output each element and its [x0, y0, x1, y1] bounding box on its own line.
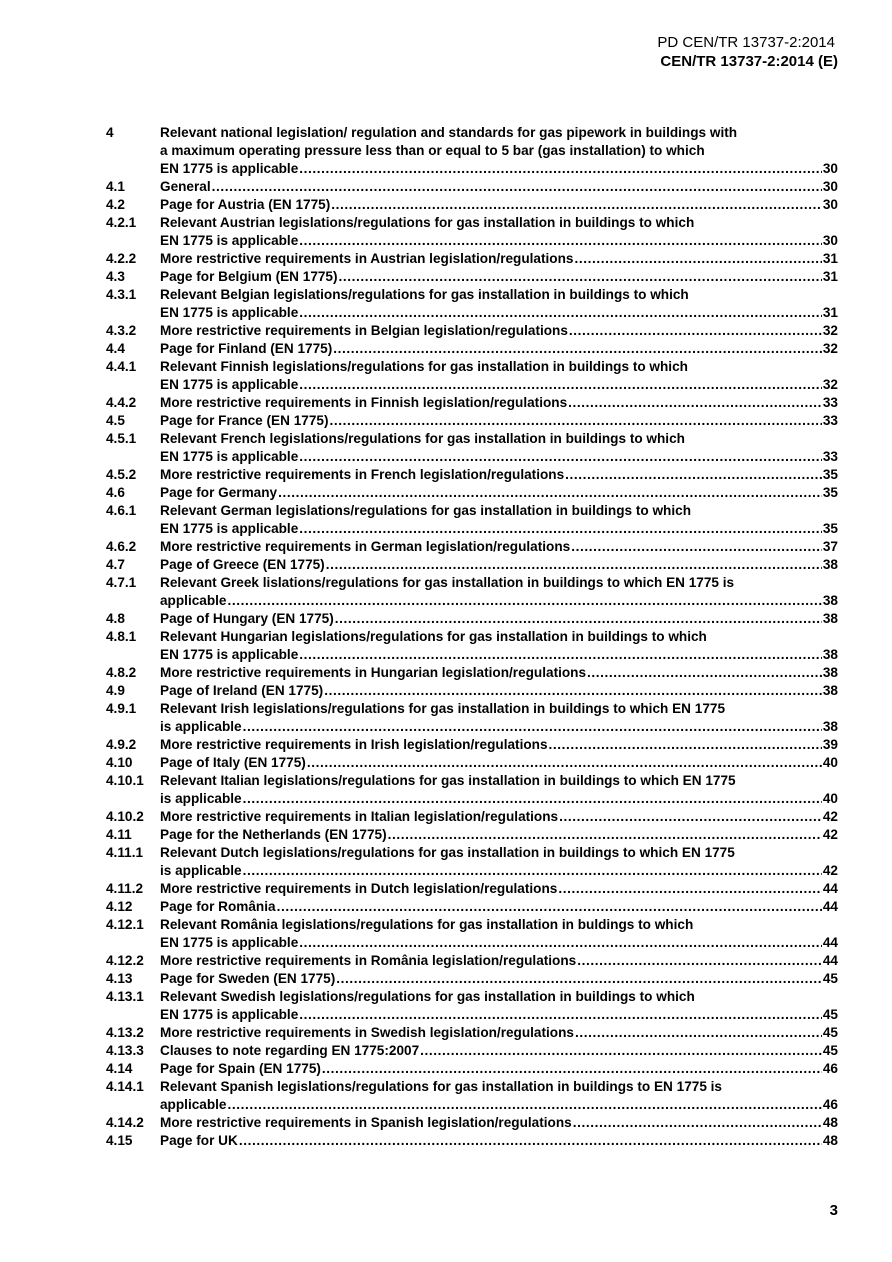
toc-entry-title-line: Page for France (EN 1775) [160, 413, 329, 428]
toc-entry-number: 4.3.1 [106, 287, 137, 302]
toc-entry-page: 38 [822, 593, 838, 608]
toc-entry-page: 32 [822, 323, 838, 338]
toc-entry[interactable] [106, 124, 838, 178]
toc-entry-page: 33 [822, 395, 838, 410]
toc-entry-number: 4.9.2 [106, 737, 137, 752]
toc-entry-number: 4.5 [106, 413, 125, 428]
toc-entry-title-line: Page for Sweden (EN 1775) [160, 971, 336, 986]
toc-entry-page: 38 [822, 647, 838, 662]
toc-entry-title-line: EN 1775 is applicable [160, 233, 299, 248]
toc-entry[interactable] [106, 610, 838, 628]
toc-entry[interactable] [106, 574, 838, 610]
toc-entry-page: 44 [822, 953, 838, 968]
toc-dot-leader [243, 790, 822, 808]
toc-entry[interactable] [106, 952, 838, 970]
toc-entry-number: 4.13.2 [106, 1025, 144, 1040]
toc-entry[interactable] [106, 430, 838, 466]
toc-entry-page: 44 [822, 899, 838, 914]
toc-entry-title-line: Relevant national legislation/ regulation and standards for gas pipework in buildings with [160, 125, 738, 140]
toc-entry-page: 31 [822, 269, 838, 284]
toc-entry[interactable] [106, 1060, 838, 1078]
toc-dot-leader [278, 484, 822, 502]
toc-entry-title-line: Relevant Swedish legislations/regulations for gas installation in buildings to which [160, 989, 695, 1004]
toc-dot-leader [575, 1024, 822, 1042]
toc-entry-title-line: More restrictive requirements in French legislation/regulations [160, 467, 565, 482]
toc-entry-number: 4.8.2 [106, 665, 137, 680]
toc-entry[interactable] [106, 466, 838, 484]
toc-entry-page: 31 [822, 251, 838, 266]
toc-entry-number: 4.5.2 [106, 467, 137, 482]
toc-dot-leader [573, 1114, 822, 1132]
toc-entry-page: 35 [822, 485, 838, 500]
toc-entry-page: 42 [822, 863, 838, 878]
toc-entry-title-line: is applicable [160, 719, 242, 734]
toc-entry-title-line: is applicable [160, 791, 242, 806]
toc-dot-leader [326, 556, 822, 574]
toc-entry-title-line: Relevant Irish legislations/regulations for gas installation in buildings to which EN 1775 [160, 701, 726, 716]
toc-entry-title-line: Relevant Hungarian legislations/regulations for gas installation in buildings to which [160, 629, 707, 644]
toc-entry-page: 46 [822, 1061, 838, 1076]
toc-dot-leader [299, 646, 822, 664]
toc-entry[interactable] [106, 916, 838, 952]
toc-dot-leader [335, 610, 822, 628]
toc-entry-number: 4.4.2 [106, 395, 137, 410]
toc-dot-leader [299, 520, 822, 538]
header-document-id: PD CEN/TR 13737-2:2014 [657, 34, 835, 51]
toc-entry-title-line: Relevant România legislations/regulations for gas installation in buldings to which [160, 917, 694, 932]
toc-entry-title-line: Page of Hungary (EN 1775) [160, 611, 334, 626]
toc-entry-page: 30 [822, 197, 838, 212]
toc-entry-title-line: Clauses to note regarding EN 1775:2007 [160, 1043, 420, 1058]
toc-entry-number: 4.12 [106, 899, 133, 914]
toc-entry[interactable] [106, 754, 838, 772]
toc-dot-leader [331, 196, 822, 214]
toc-entry-title-line: Relevant Greek lislations/regulations for gas installation in buildings to which EN 1775 is [160, 575, 735, 590]
toc-entry-page: 35 [822, 521, 838, 536]
toc-entry-page: 45 [822, 1007, 838, 1022]
toc-dot-leader [571, 538, 822, 556]
toc-entry-page: 38 [822, 719, 838, 734]
toc-dot-leader [568, 394, 822, 412]
toc-entry[interactable] [106, 286, 838, 322]
toc-entry-title-line: More restrictive requirements in Dutch legislation/regulations [160, 881, 558, 896]
toc-entry-title-line: More restrictive requirements in Irish legislation/regulations [160, 737, 548, 752]
toc-entry-page: 30 [822, 233, 838, 248]
toc-dot-leader [574, 250, 821, 268]
toc-entry-title-line: applicable [160, 593, 227, 608]
toc-entry-number: 4.14.1 [106, 1079, 144, 1094]
toc-entry-number: 4 [106, 125, 114, 140]
toc-entry-title-line: More restrictive requirements in German legislation/regulations [160, 539, 571, 554]
toc-entry-title-line: applicable [160, 1097, 227, 1112]
toc-entry-title-line: Page for Spain (EN 1775) [160, 1061, 321, 1076]
toc-entry[interactable] [106, 556, 838, 574]
toc-entry-title-line: EN 1775 is applicable [160, 449, 299, 464]
toc-entry-page: 42 [822, 809, 838, 824]
toc-dot-leader [339, 268, 822, 286]
toc-entry-number: 4.6.1 [106, 503, 137, 518]
toc-entry-page: 46 [822, 1097, 838, 1112]
toc-entry-title-line: Relevant Spanish legislations/regulations for gas installation in buildings to EN 1775 is [160, 1079, 722, 1094]
toc-entry[interactable] [106, 1114, 838, 1132]
toc-entry[interactable] [106, 340, 838, 358]
toc-entry-title-line: EN 1775 is applicable [160, 647, 299, 662]
toc-entry[interactable] [106, 1078, 838, 1114]
toc-entry[interactable] [106, 1042, 838, 1060]
toc-dot-leader [243, 718, 822, 736]
toc-dot-leader [559, 808, 822, 826]
toc-entry-page: 38 [822, 557, 838, 572]
toc-entry[interactable] [106, 358, 838, 394]
toc-entry-number: 4.11 [106, 827, 132, 842]
toc-entry[interactable] [106, 772, 838, 808]
toc-entry-title-line: Page of Greece (EN 1775) [160, 557, 325, 572]
toc-entry-number: 4.5.1 [106, 431, 137, 446]
toc-entry-page: 38 [822, 683, 838, 698]
toc-entry[interactable] [106, 196, 838, 214]
toc-entry-title-line: More restrictive requirements in România legislation/regulations [160, 953, 577, 968]
toc-entry-page: 33 [822, 413, 838, 428]
toc-entry-title-line: More restrictive requirements in Belgian legislation/regulations [160, 323, 568, 338]
toc-entry-page: 40 [822, 791, 838, 806]
toc-dot-leader [227, 1096, 821, 1114]
toc-entry-page: 45 [822, 1025, 838, 1040]
toc-entry-title-line: Relevant Finnish legislations/regulations for gas installation in buildings to which [160, 359, 688, 374]
toc-entry-title-line: More restrictive requirements in Austrian legislation/regulations [160, 251, 574, 266]
toc-entry[interactable] [106, 484, 838, 502]
toc-entry[interactable] [106, 538, 838, 556]
toc-dot-leader [420, 1042, 822, 1060]
toc-dot-leader [577, 952, 822, 970]
toc-dot-leader [239, 1132, 822, 1150]
toc-entry[interactable] [106, 682, 838, 700]
toc-entry[interactable] [106, 1132, 838, 1150]
toc-entry-title-line: Page for Belgium (EN 1775) [160, 269, 338, 284]
toc-entry[interactable] [106, 214, 838, 250]
toc-dot-leader [212, 178, 822, 196]
toc-entry-title-line: EN 1775 is applicable [160, 935, 299, 950]
toc-entry-number: 4.4 [106, 341, 125, 356]
toc-entry-page: 32 [822, 341, 838, 356]
toc-entry-number: 4.8.1 [106, 629, 137, 644]
toc-dot-leader [299, 376, 822, 394]
toc-entry-title-line: More restrictive requirements in Italian legislation/regulations [160, 809, 559, 824]
toc-entry-number: 4.11.1 [106, 845, 144, 860]
toc-entry[interactable] [106, 268, 838, 286]
toc-dot-leader [558, 880, 822, 898]
toc-entry-page: 38 [822, 665, 838, 680]
toc-entry-number: 4.13 [106, 971, 133, 986]
toc-entry[interactable] [106, 250, 838, 268]
toc-dot-leader [299, 160, 822, 178]
toc-dot-leader [324, 682, 822, 700]
toc-entry-number: 4.13.1 [106, 989, 144, 1004]
toc-dot-leader [227, 592, 821, 610]
toc-entry-title-line: EN 1775 is applicable [160, 305, 299, 320]
toc-entry[interactable] [106, 880, 838, 898]
toc-entry-page: 45 [822, 1043, 838, 1058]
toc-entry[interactable] [106, 808, 838, 826]
toc-entry-number: 4.8 [106, 611, 125, 626]
toc-entry-title-line: Page for România [160, 899, 276, 914]
toc-entry-title-line: More restrictive requirements in Hungarian legislation/regulations [160, 665, 587, 680]
toc-entry-title-line: is applicable [160, 863, 242, 878]
toc-entry-number: 4.12.1 [106, 917, 144, 932]
toc-entry-title-line: EN 1775 is applicable [160, 1007, 299, 1022]
toc-entry-page: 44 [822, 935, 838, 950]
toc-entry[interactable] [106, 988, 838, 1024]
toc-entry-title-line: EN 1775 is applicable [160, 161, 299, 176]
toc-dot-leader [299, 448, 822, 466]
toc-entry[interactable] [106, 700, 838, 736]
toc-dot-leader [569, 322, 822, 340]
toc-entry-number: 4.2.2 [106, 251, 137, 266]
toc-dot-leader [549, 736, 822, 754]
toc-entry[interactable] [106, 322, 838, 340]
toc-entry-title-line: Page for Austria (EN 1775) [160, 197, 331, 212]
toc-entry-title-line: a maximum operating pressure less than or equal to 5 bar (gas installation) to which [160, 143, 705, 158]
header-document-id-bold: CEN/TR 13737-2:2014 (E) [660, 53, 838, 70]
toc-entry-title-line: Relevant Belgian legislations/regulations for gas installation in buildings to which [160, 287, 689, 302]
toc-entry-title-line: General [160, 179, 211, 194]
toc-dot-leader [307, 754, 822, 772]
toc-entry-number: 4.2.1 [106, 215, 137, 230]
toc-entry[interactable] [106, 898, 838, 916]
toc-entry-title-line: Page for Finland (EN 1775) [160, 341, 333, 356]
toc-dot-leader [333, 340, 822, 358]
toc-entry-title-line: EN 1775 is applicable [160, 377, 299, 392]
toc-entry[interactable] [106, 844, 838, 880]
toc-entry-title-line: Page of Italy (EN 1775) [160, 755, 306, 770]
toc-entry-page: 48 [822, 1133, 838, 1148]
toc-entry-number: 4.14.2 [106, 1115, 144, 1130]
toc-entry-page: 42 [822, 827, 838, 842]
toc-entry-title-line: More restrictive requirements in Swedish legislation/regulations [160, 1025, 574, 1040]
toc-entry-page: 30 [822, 179, 838, 194]
toc-entry-number: 4.11.2 [106, 881, 144, 896]
toc-entry-number: 4.7.1 [106, 575, 137, 590]
toc-dot-leader [587, 664, 822, 682]
toc-dot-leader [322, 1060, 822, 1078]
toc-entry[interactable] [106, 826, 838, 844]
toc-entry-number: 4.1 [106, 179, 125, 194]
toc-entry-title-line: Page for UK [160, 1133, 238, 1148]
toc-entry-title-line: Relevant Italian legislations/regulations for gas installation in buildings to which EN 1775 [160, 773, 736, 788]
toc-entry-page: 32 [822, 377, 838, 392]
toc-entry-page: 40 [822, 755, 838, 770]
toc-entry-page: 39 [822, 737, 838, 752]
toc-dot-leader [299, 934, 822, 952]
toc-entry-title-line: Relevant Austrian legislations/regulations for gas installation in buildings to which [160, 215, 695, 230]
toc-entry[interactable] [106, 628, 838, 664]
toc-dot-leader [299, 232, 822, 250]
toc-entry[interactable] [106, 178, 838, 196]
toc-entry[interactable] [106, 970, 838, 988]
toc-dot-leader [299, 1006, 822, 1024]
toc-entry-number: 4.13.3 [106, 1043, 144, 1058]
toc-entry[interactable] [106, 502, 838, 538]
toc-entry-number: 4.9.1 [106, 701, 137, 716]
toc-entry[interactable] [106, 736, 838, 754]
toc-entry-number: 4.10 [106, 755, 133, 770]
toc-entry-number: 4.14 [106, 1061, 133, 1076]
toc-entry[interactable] [106, 664, 838, 682]
toc-entry-number: 4.4.1 [106, 359, 137, 374]
toc-dot-leader [388, 826, 822, 844]
toc-dot-leader [336, 970, 822, 988]
toc-entry-title-line: Page for the Netherlands (EN 1775) [160, 827, 387, 842]
table-of-contents [106, 124, 838, 1150]
toc-entry-number: 4.3 [106, 269, 125, 284]
toc-entry-page: 38 [822, 611, 838, 626]
toc-dot-leader [299, 304, 822, 322]
toc-entry-page: 31 [822, 305, 838, 320]
toc-entry-title-line: More restrictive requirements in Finnish legislation/regulations [160, 395, 568, 410]
toc-entry-number: 4.9 [106, 683, 125, 698]
toc-entry-number: 4.12.2 [106, 953, 144, 968]
toc-entry-number: 4.2 [106, 197, 125, 212]
toc-entry-page: 30 [822, 161, 838, 176]
toc-entry-title-line: Relevant Dutch legislations/regulations for gas installation in buildings to which EN 1775 [160, 845, 735, 860]
toc-dot-leader [277, 898, 822, 916]
toc-entry-title-line: Page of Ireland (EN 1775) [160, 683, 324, 698]
toc-entry-number: 4.7 [106, 557, 125, 572]
toc-entry-number: 4.10.2 [106, 809, 144, 824]
toc-entry-title-line: Relevant French legislations/regulations for gas installation in buildings to which [160, 431, 685, 446]
toc-entry-number: 4.6 [106, 485, 125, 500]
toc-dot-leader [329, 412, 821, 430]
toc-dot-leader [243, 862, 822, 880]
toc-entry[interactable] [106, 394, 838, 412]
toc-entry-title-line: More restrictive requirements in Spanish legislation/regulations [160, 1115, 572, 1130]
toc-entry-number: 4.10.1 [106, 773, 144, 788]
toc-entry[interactable] [106, 412, 838, 430]
toc-dot-leader [565, 466, 822, 484]
toc-entry-title-line: EN 1775 is applicable [160, 521, 299, 536]
toc-entry-number: 4.3.2 [106, 323, 137, 338]
toc-entry-title-line: Page for Germany [160, 485, 278, 500]
toc-entry-page: 44 [822, 881, 838, 896]
toc-entry-page: 48 [822, 1115, 838, 1130]
toc-entry-number: 4.6.2 [106, 539, 137, 554]
toc-entry-page: 37 [822, 539, 838, 554]
toc-entry-page: 35 [822, 467, 838, 482]
page-number: 3 [829, 1202, 838, 1219]
toc-entry-page: 33 [822, 449, 838, 464]
toc-entry-page: 45 [822, 971, 838, 986]
toc-entry-number: 4.15 [106, 1133, 133, 1148]
toc-entry-title-line: Relevant German legislations/regulations for gas installation in buildings to which [160, 503, 691, 518]
toc-entry[interactable] [106, 1024, 838, 1042]
